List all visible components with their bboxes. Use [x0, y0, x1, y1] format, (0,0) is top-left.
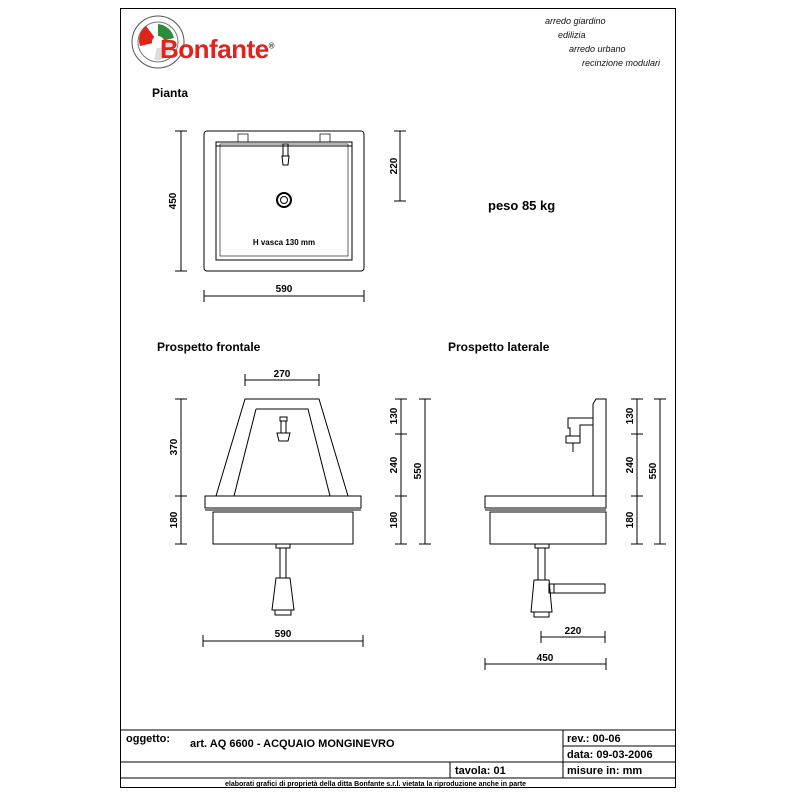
- side-right-dim-1: 130: [625, 407, 636, 425]
- side-depth-dim: 450: [536, 653, 554, 664]
- category-1: edilizia: [558, 30, 586, 40]
- category-3: recinzione modulari: [582, 58, 661, 68]
- side-total-height-dim: 550: [648, 462, 659, 480]
- front-total-height-dim: 550: [413, 462, 424, 480]
- oggetto-label: oggetto:: [126, 733, 170, 745]
- front-bottom-width-dim: 590: [274, 629, 292, 640]
- front-right-dim-1: 130: [389, 407, 400, 425]
- side-right-dim-2: 240: [625, 456, 636, 474]
- frontale-title: Prospetto frontale: [157, 340, 261, 354]
- brand-reg: ®: [268, 41, 275, 51]
- category-0: arredo giardino: [545, 16, 606, 26]
- rev-field: rev.: 00-06: [567, 733, 621, 745]
- front-right-dim-2: 240: [389, 456, 400, 474]
- plan-depth-dim: 450: [168, 192, 179, 210]
- laterale-title: Prospetto laterale: [448, 340, 550, 354]
- front-lower-height-dim: 180: [169, 511, 180, 529]
- plan-basin-note: H vasca 130 mm: [252, 238, 316, 247]
- plan-drain-dim: 220: [389, 157, 400, 175]
- plan-view: [175, 131, 406, 302]
- pianta-title: Pianta: [152, 86, 189, 100]
- tavola-field: tavola: 01: [455, 765, 506, 777]
- side-right-dim-3: 180: [625, 511, 636, 529]
- weight-label: peso 85 kg: [488, 198, 556, 213]
- misure-field: misure in: mm: [567, 765, 643, 777]
- category-2: arredo urbano: [569, 44, 626, 54]
- footer-note: elaborati grafici di proprietà della ditta Bonfante s.r.l. vietata la riproduzione anche in parte: [225, 781, 527, 788]
- front-right-dim-3: 180: [389, 511, 400, 529]
- front-top-width-dim: 270: [273, 369, 291, 380]
- data-field: data: 09-03-2006: [567, 749, 653, 761]
- side-drain-width-dim: 220: [564, 626, 582, 637]
- plan-width-dim: 590: [275, 284, 293, 295]
- oggetto-value: art. AQ 6600 - ACQUAIO MONGINEVRO: [190, 738, 395, 750]
- front-upper-height-dim: 370: [169, 438, 180, 456]
- brand-name: Bonfante: [160, 34, 269, 64]
